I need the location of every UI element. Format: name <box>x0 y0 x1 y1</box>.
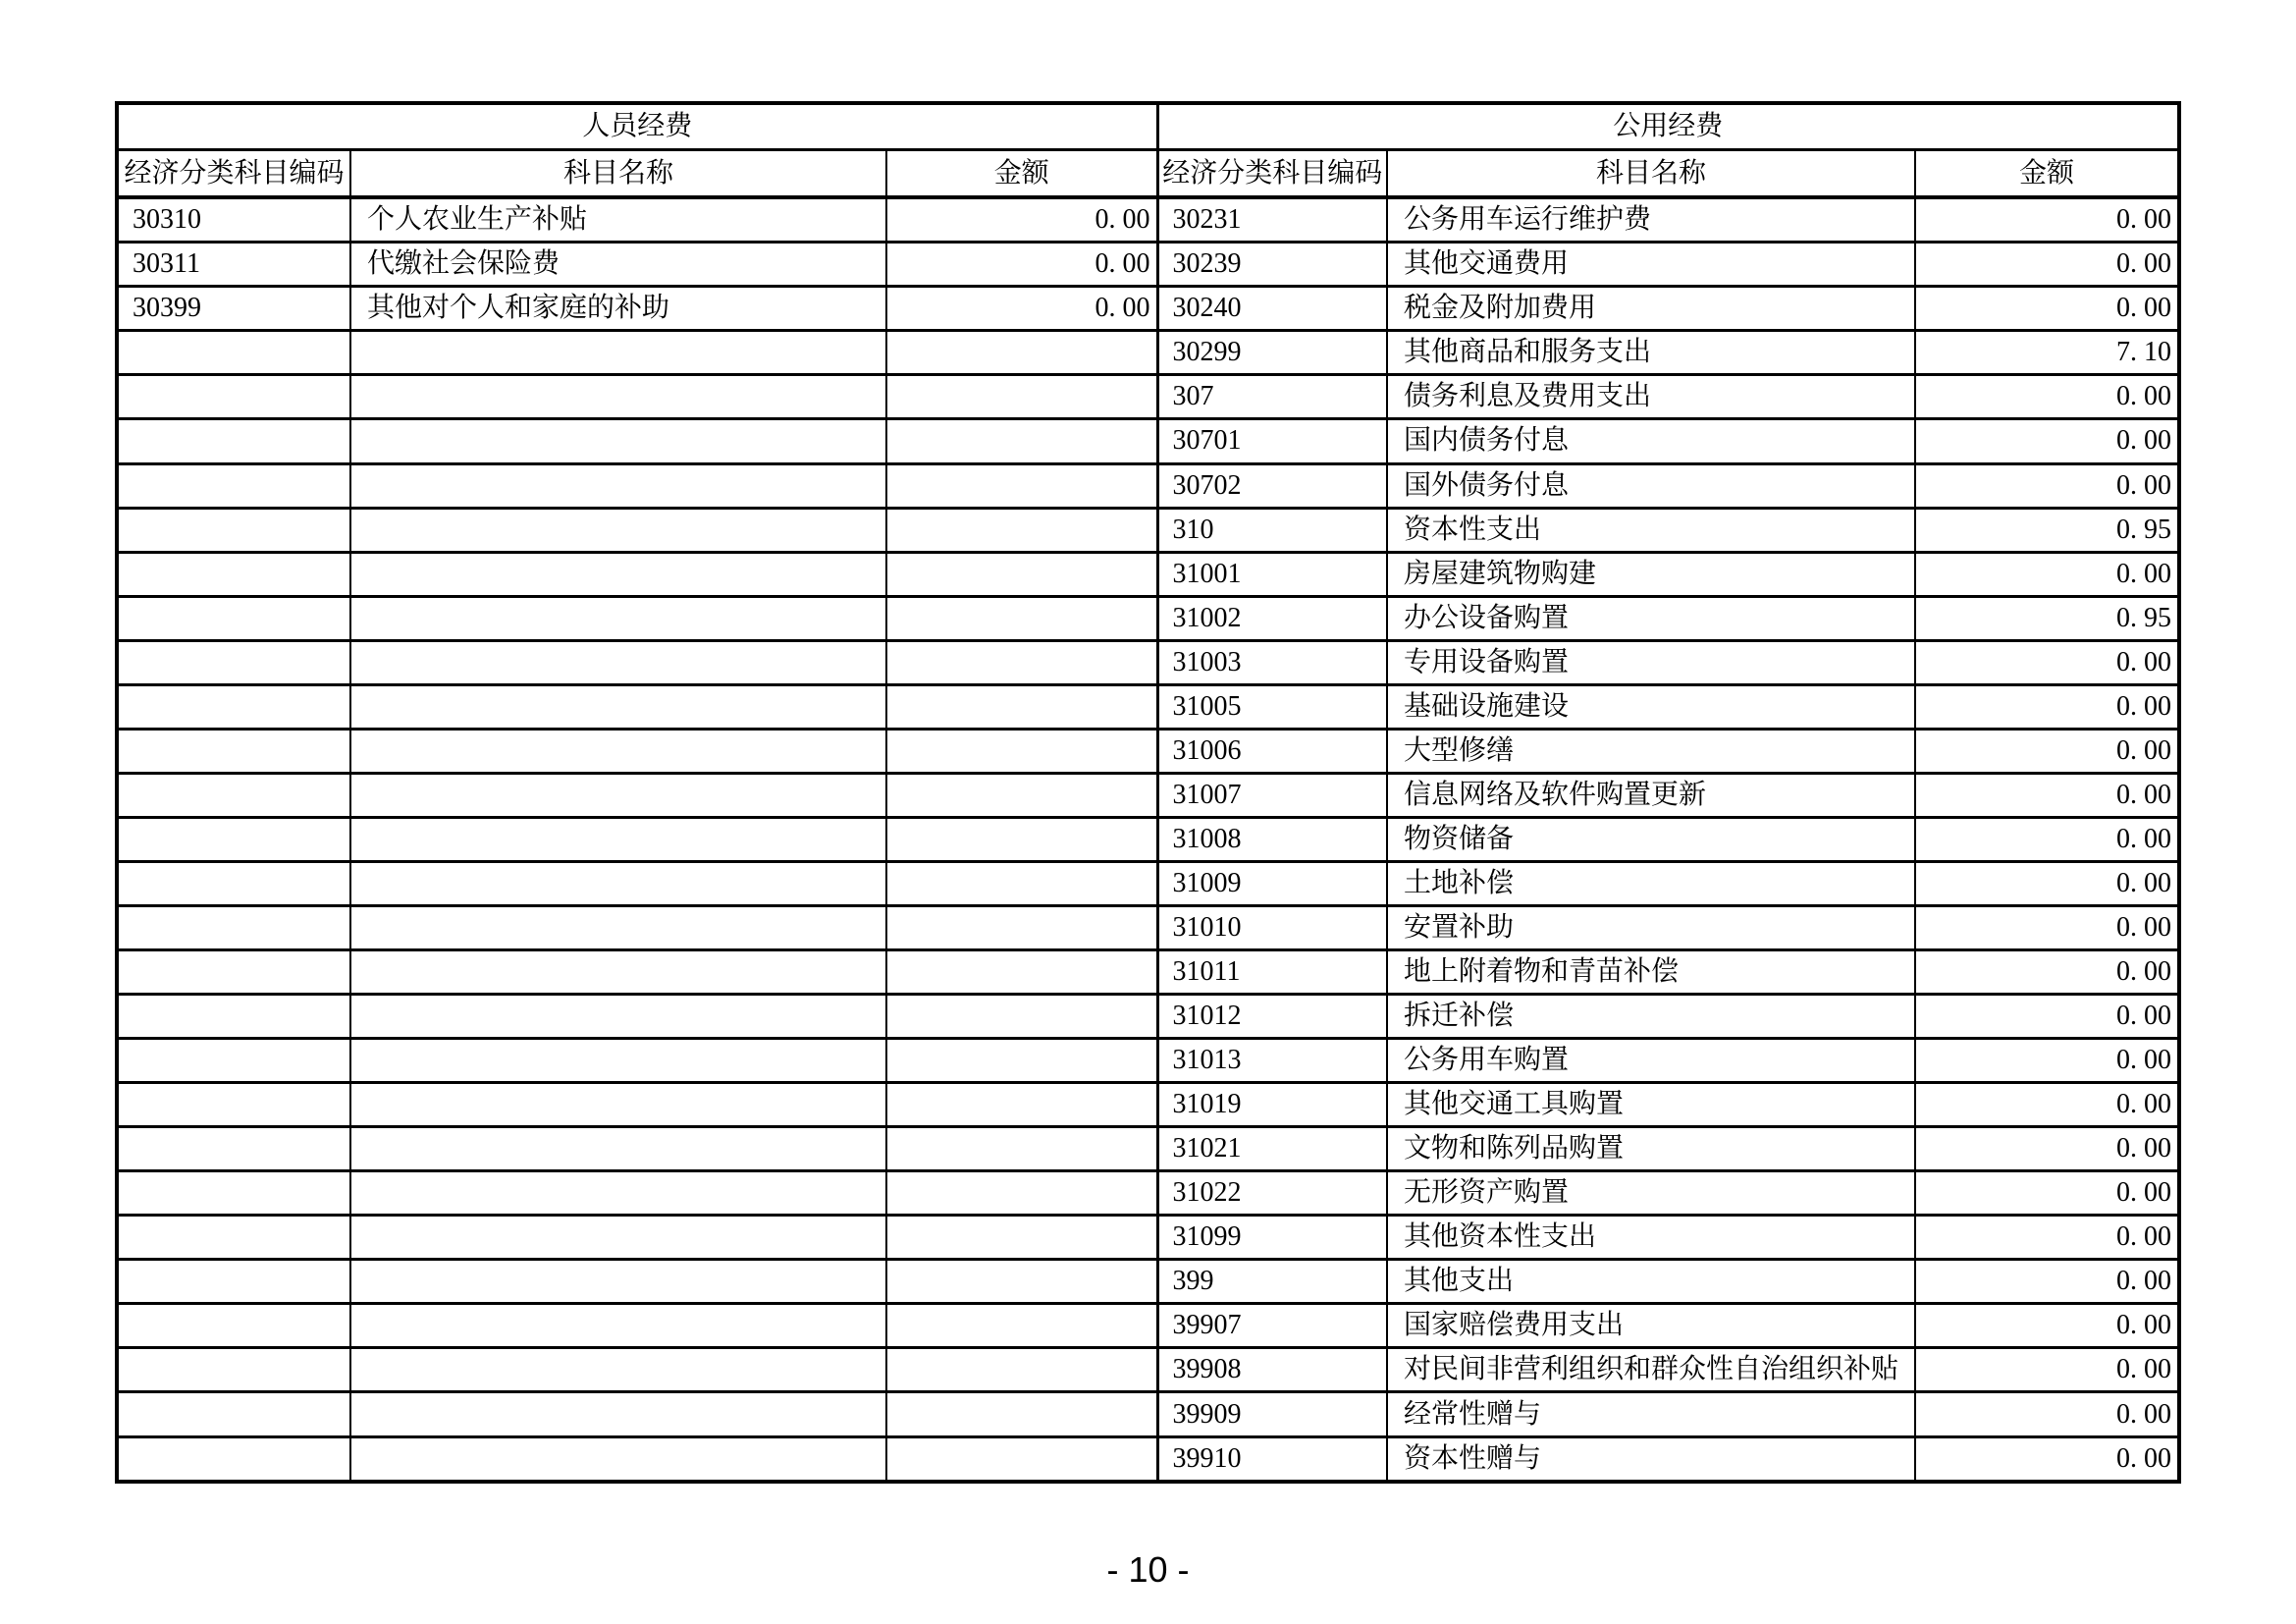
personnel-amount-cell <box>886 1392 1157 1436</box>
table-row <box>117 773 2179 817</box>
table-row <box>117 463 2179 508</box>
personnel-amount-cell: 0. 00 <box>886 243 1157 287</box>
personnel-name-cell <box>350 1083 886 1127</box>
personnel-code-cell <box>117 1392 350 1436</box>
table-row <box>117 729 2179 773</box>
personnel-amount-cell <box>886 905 1157 949</box>
personnel-code-cell <box>117 1260 350 1304</box>
personnel-name-cell <box>350 419 886 463</box>
public-code-cell: 31021 <box>1157 1127 1387 1171</box>
personnel-amount-cell <box>886 552 1157 596</box>
public-amount-cell: 0. 00 <box>1915 197 2179 243</box>
personnel-name-cell <box>350 1171 886 1216</box>
public-amount-cell: 7. 10 <box>1915 331 2179 375</box>
page-number: - 10 - <box>1106 1549 1190 1590</box>
public-code-cell: 30239 <box>1157 243 1387 287</box>
public-name-cell: 经常性赠与 <box>1387 1392 1915 1436</box>
personnel-code-cell: 30311 <box>117 243 350 287</box>
public-name-cell: 其他商品和服务支出 <box>1387 331 1915 375</box>
public-amount-cell: 0. 00 <box>1915 905 2179 949</box>
public-name-cell: 资本性支出 <box>1387 508 1915 552</box>
public-code-cell: 39907 <box>1157 1304 1387 1348</box>
personnel-code-cell <box>117 773 350 817</box>
public-amount-cell: 0. 95 <box>1915 508 2179 552</box>
public-name-cell: 其他交通费用 <box>1387 243 1915 287</box>
public-code-cell: 30240 <box>1157 287 1387 331</box>
personnel-amount-cell <box>886 419 1157 463</box>
personnel-amount-cell <box>886 1039 1157 1083</box>
public-amount-cell: 0. 00 <box>1915 552 2179 596</box>
personnel-name-cell <box>350 729 886 773</box>
personnel-amount-cell <box>886 640 1157 684</box>
public-table-title: 公用经费 <box>1157 103 2179 150</box>
public-amount-cell: 0. 00 <box>1915 1171 2179 1216</box>
personnel-name-cell <box>350 1216 886 1260</box>
public-name-cell: 公务用车运行维护费 <box>1387 197 1915 243</box>
public-code-cell: 31010 <box>1157 905 1387 949</box>
public-amount-cell: 0. 00 <box>1915 995 2179 1039</box>
table-row <box>117 331 2179 375</box>
public-code-cell: 30701 <box>1157 419 1387 463</box>
public-amount-cell: 0. 00 <box>1915 640 2179 684</box>
personnel-code-cell <box>117 1304 350 1348</box>
public-name-cell: 国内债务付息 <box>1387 419 1915 463</box>
table-row <box>117 508 2179 552</box>
personnel-code-cell <box>117 508 350 552</box>
public-name-cell: 其他支出 <box>1387 1260 1915 1304</box>
table-row <box>117 1260 2179 1304</box>
public-name-cell: 专用设备购置 <box>1387 640 1915 684</box>
public-amount-cell: 0. 00 <box>1915 729 2179 773</box>
personnel-code-cell <box>117 1348 350 1392</box>
public-code-cell: 31011 <box>1157 950 1387 995</box>
table-row <box>117 1348 2179 1392</box>
personnel-amount-cell <box>886 950 1157 995</box>
public-amount-cell: 0. 00 <box>1915 950 2179 995</box>
public-amount-cell: 0. 00 <box>1915 1039 2179 1083</box>
personnel-name-cell <box>350 508 886 552</box>
personnel-name-cell <box>350 375 886 419</box>
personnel-name-cell <box>350 1348 886 1392</box>
personnel-code-cell <box>117 684 350 729</box>
public-name-cell: 物资储备 <box>1387 817 1915 861</box>
personnel-amount-cell <box>886 596 1157 640</box>
public-amount-cell: 0. 00 <box>1915 463 2179 508</box>
public-amount-cell: 0. 00 <box>1915 1348 2179 1392</box>
public-name-cell: 办公设备购置 <box>1387 596 1915 640</box>
personnel-code-cell <box>117 463 350 508</box>
public-name-cell: 安置补助 <box>1387 905 1915 949</box>
table-row <box>117 1304 2179 1348</box>
personnel-name-cell <box>350 331 886 375</box>
public-code-cell: 31003 <box>1157 640 1387 684</box>
public-name-cell: 地上附着物和青苗补偿 <box>1387 950 1915 995</box>
public-name-cell: 国家赔偿费用支出 <box>1387 1304 1915 1348</box>
public-code-cell: 39908 <box>1157 1348 1387 1392</box>
personnel-name-cell <box>350 861 886 905</box>
public-name-cell: 无形资产购置 <box>1387 1171 1915 1216</box>
personnel-amount-cell <box>886 817 1157 861</box>
table-row <box>117 552 2179 596</box>
table-row <box>117 684 2179 729</box>
table-row <box>117 1392 2179 1436</box>
personnel-amount-cell <box>886 995 1157 1039</box>
public-name-cell: 债务利息及费用支出 <box>1387 375 1915 419</box>
personnel-code-cell <box>117 1127 350 1171</box>
public-name-cell: 国外债务付息 <box>1387 463 1915 508</box>
personnel-code-cell <box>117 375 350 419</box>
public-code-cell: 31012 <box>1157 995 1387 1039</box>
public-amount-cell: 0. 00 <box>1915 287 2179 331</box>
personnel-name-cell <box>350 817 886 861</box>
personnel-name-column-header: 科目名称 <box>350 150 886 198</box>
public-amount-cell: 0. 00 <box>1915 1304 2179 1348</box>
personnel-name-cell <box>350 596 886 640</box>
personnel-code-cell <box>117 729 350 773</box>
personnel-amount-cell <box>886 1260 1157 1304</box>
personnel-name-cell <box>350 905 886 949</box>
public-amount-cell: 0. 00 <box>1915 1083 2179 1127</box>
table-row <box>117 640 2179 684</box>
public-name-cell: 土地补偿 <box>1387 861 1915 905</box>
personnel-code-column-header: 经济分类科目编码 <box>117 150 350 198</box>
table-row <box>117 861 2179 905</box>
personnel-code-cell <box>117 419 350 463</box>
personnel-amount-cell <box>886 1127 1157 1171</box>
public-amount-column-header: 金额 <box>1915 150 2179 198</box>
public-amount-cell: 0. 00 <box>1915 1127 2179 1171</box>
public-code-cell: 310 <box>1157 508 1387 552</box>
personnel-amount-cell <box>886 1436 1157 1482</box>
personnel-name-cell <box>350 950 886 995</box>
personnel-amount-cell: 0. 00 <box>886 287 1157 331</box>
public-code-cell: 31007 <box>1157 773 1387 817</box>
public-code-cell: 30702 <box>1157 463 1387 508</box>
public-code-cell: 31009 <box>1157 861 1387 905</box>
public-name-cell: 大型修缮 <box>1387 729 1915 773</box>
table-row <box>117 197 2179 243</box>
public-amount-cell: 0. 95 <box>1915 596 2179 640</box>
personnel-amount-cell <box>886 1083 1157 1127</box>
personnel-code-cell <box>117 596 350 640</box>
public-code-cell: 399 <box>1157 1260 1387 1304</box>
public-code-cell: 31022 <box>1157 1171 1387 1216</box>
personnel-code-cell <box>117 817 350 861</box>
personnel-name-cell <box>350 1436 886 1482</box>
public-amount-cell: 0. 00 <box>1915 375 2179 419</box>
personnel-code-cell: 30310 <box>117 197 350 243</box>
public-code-cell: 307 <box>1157 375 1387 419</box>
public-code-column-header: 经济分类科目编码 <box>1157 150 1387 198</box>
personnel-name-cell: 其他对个人和家庭的补助 <box>350 287 886 331</box>
personnel-amount-cell <box>886 1348 1157 1392</box>
personnel-name-cell <box>350 1260 886 1304</box>
personnel-amount-cell <box>886 773 1157 817</box>
personnel-name-cell <box>350 1039 886 1083</box>
personnel-code-cell <box>117 950 350 995</box>
personnel-code-cell <box>117 1083 350 1127</box>
table-row <box>117 596 2179 640</box>
personnel-table-title: 人员经费 <box>117 103 1157 150</box>
personnel-name-cell <box>350 684 886 729</box>
table-row <box>117 817 2179 861</box>
personnel-code-cell <box>117 640 350 684</box>
table-row <box>117 950 2179 995</box>
table-row <box>117 1216 2179 1260</box>
public-name-cell: 其他资本性支出 <box>1387 1216 1915 1260</box>
public-amount-cell: 0. 00 <box>1915 1436 2179 1482</box>
public-code-cell: 39910 <box>1157 1436 1387 1482</box>
personnel-name-cell <box>350 640 886 684</box>
public-name-cell: 房屋建筑物购建 <box>1387 552 1915 596</box>
public-amount-cell: 0. 00 <box>1915 419 2179 463</box>
personnel-code-cell <box>117 1039 350 1083</box>
table-row <box>117 1083 2179 1127</box>
public-code-cell: 30231 <box>1157 197 1387 243</box>
personnel-code-cell <box>117 1216 350 1260</box>
personnel-name-cell <box>350 1304 886 1348</box>
table-group-header-row <box>117 103 2179 150</box>
public-amount-cell: 0. 00 <box>1915 861 2179 905</box>
personnel-code-cell <box>117 905 350 949</box>
public-code-cell: 39909 <box>1157 1392 1387 1436</box>
table-row <box>117 1171 2179 1216</box>
public-name-cell: 信息网络及软件购置更新 <box>1387 773 1915 817</box>
personnel-amount-cell <box>886 1304 1157 1348</box>
public-name-cell: 公务用车购置 <box>1387 1039 1915 1083</box>
public-code-cell: 31001 <box>1157 552 1387 596</box>
personnel-code-cell <box>117 552 350 596</box>
public-code-cell: 31099 <box>1157 1216 1387 1260</box>
table-row <box>117 419 2179 463</box>
public-amount-cell: 0. 00 <box>1915 1392 2179 1436</box>
personnel-amount-cell <box>886 375 1157 419</box>
public-amount-cell: 0. 00 <box>1915 684 2179 729</box>
public-code-cell: 31006 <box>1157 729 1387 773</box>
public-amount-cell: 0. 00 <box>1915 1260 2179 1304</box>
personnel-name-cell: 个人农业生产补贴 <box>350 197 886 243</box>
table-row <box>117 905 2179 949</box>
personnel-code-cell <box>117 1171 350 1216</box>
public-name-cell: 对民间非营利组织和群众性自治组织补贴 <box>1387 1348 1915 1392</box>
public-code-cell: 31005 <box>1157 684 1387 729</box>
table-row <box>117 1436 2179 1482</box>
table-row <box>117 1039 2179 1083</box>
public-name-cell: 税金及附加费用 <box>1387 287 1915 331</box>
personnel-name-cell: 代缴社会保险费 <box>350 243 886 287</box>
public-code-cell: 31013 <box>1157 1039 1387 1083</box>
public-code-cell: 31002 <box>1157 596 1387 640</box>
personnel-name-cell <box>350 773 886 817</box>
personnel-amount-cell: 0. 00 <box>886 197 1157 243</box>
personnel-amount-cell <box>886 1216 1157 1260</box>
public-name-cell: 资本性赠与 <box>1387 1436 1915 1482</box>
public-name-cell: 文物和陈列品购置 <box>1387 1127 1915 1171</box>
public-amount-cell: 0. 00 <box>1915 243 2179 287</box>
public-name-column-header: 科目名称 <box>1387 150 1915 198</box>
personnel-name-cell <box>350 1392 886 1436</box>
public-code-cell: 31008 <box>1157 817 1387 861</box>
personnel-amount-column-header: 金额 <box>886 150 1157 198</box>
budget-table <box>115 101 2181 1484</box>
personnel-amount-cell <box>886 508 1157 552</box>
personnel-name-cell <box>350 1127 886 1171</box>
personnel-name-cell <box>350 552 886 596</box>
table-row <box>117 243 2179 287</box>
table-row <box>117 375 2179 419</box>
table-column-header-row <box>117 150 2179 198</box>
personnel-code-cell: 30399 <box>117 287 350 331</box>
table-body <box>117 197 2179 1482</box>
personnel-code-cell <box>117 861 350 905</box>
table-row <box>117 1127 2179 1171</box>
table-row <box>117 287 2179 331</box>
personnel-code-cell <box>117 1436 350 1482</box>
public-code-cell: 31019 <box>1157 1083 1387 1127</box>
personnel-amount-cell <box>886 463 1157 508</box>
personnel-code-cell <box>117 331 350 375</box>
personnel-amount-cell <box>886 684 1157 729</box>
personnel-amount-cell <box>886 331 1157 375</box>
personnel-code-cell <box>117 995 350 1039</box>
public-code-cell: 30299 <box>1157 331 1387 375</box>
public-name-cell: 拆迁补偿 <box>1387 995 1915 1039</box>
public-amount-cell: 0. 00 <box>1915 1216 2179 1260</box>
public-name-cell: 基础设施建设 <box>1387 684 1915 729</box>
public-amount-cell: 0. 00 <box>1915 773 2179 817</box>
personnel-amount-cell <box>886 1171 1157 1216</box>
personnel-amount-cell <box>886 861 1157 905</box>
table-row <box>117 995 2179 1039</box>
public-name-cell: 其他交通工具购置 <box>1387 1083 1915 1127</box>
public-amount-cell: 0. 00 <box>1915 817 2179 861</box>
personnel-name-cell <box>350 463 886 508</box>
personnel-amount-cell <box>886 729 1157 773</box>
personnel-name-cell <box>350 995 886 1039</box>
